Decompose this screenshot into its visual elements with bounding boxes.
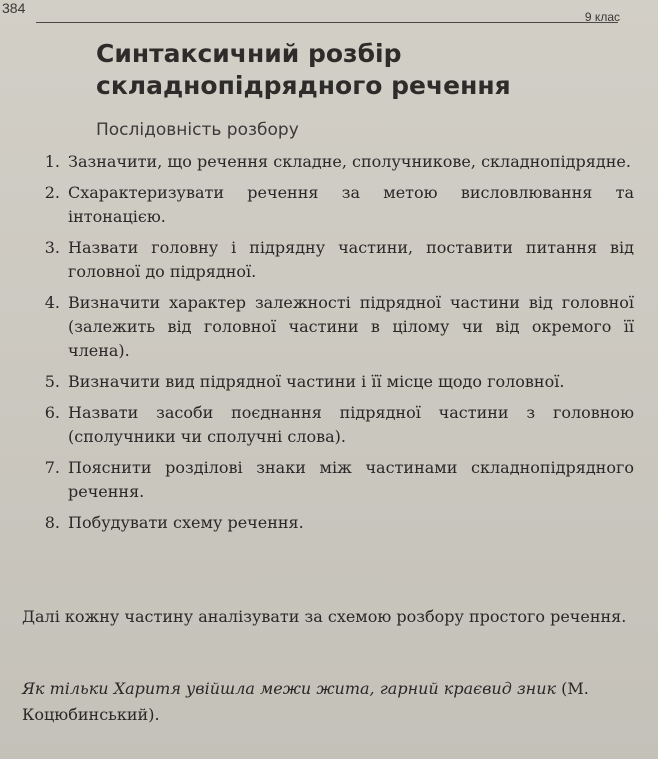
step-number: 4. <box>44 293 60 312</box>
header-rule <box>36 22 618 23</box>
step-text: Побудувати схему речення. <box>68 513 304 532</box>
section-heading: Синтаксичний розбір складнопідрядного речення <box>96 39 511 100</box>
list-item <box>14 511 634 535</box>
step-text: Схарактеризувати речення за метою висловлювання та інтонацією. <box>68 183 634 226</box>
running-head: 9 клас <box>584 10 620 24</box>
step-number: 1. <box>44 152 60 171</box>
step-text: Назвати засоби поєднання підрядної частини з головною (сполучники чи сполучні слова). <box>68 403 634 446</box>
list-item <box>14 181 634 229</box>
example-sentence <box>22 676 622 728</box>
steps-list <box>14 150 634 542</box>
step-text: Зазначити, що речення складне, сполучникове, складнопідрядне. <box>68 152 631 171</box>
step-number: 6. <box>44 403 60 422</box>
list-item <box>14 150 634 174</box>
section-subheading: Послідовність розбору <box>96 120 299 140</box>
list-item <box>14 456 634 504</box>
example-text: Як тільки Харитя увійшла межи жита, гарний краєвид зник <box>22 679 557 698</box>
step-text: Визначити характер залежності підрядної частини від головної (залежить від головної частини в цілому чи від окремого її члена). <box>68 293 634 360</box>
list-item <box>14 236 634 284</box>
note-paragraph: Далі кожну частину аналізувати за схемою розбору простого речення. <box>22 607 627 626</box>
list-item <box>14 291 634 363</box>
step-number: 7. <box>44 458 60 477</box>
list-item <box>14 401 634 449</box>
list-item <box>14 370 634 394</box>
step-number: 2. <box>44 183 60 202</box>
step-number: 5. <box>44 372 60 391</box>
step-text: Пояснити розділові знаки між частинами складнопідрядного речення. <box>68 458 634 501</box>
step-text: Визначити вид підрядної частини і її місце щодо головної. <box>68 372 565 391</box>
page-number: 384 <box>2 0 26 16</box>
step-number: 8. <box>44 513 60 532</box>
step-number: 3. <box>44 238 60 257</box>
step-text: Назвати головну і підрядну частини, поставити питання від головної до підрядної. <box>68 238 634 281</box>
example-author: (М. Коцюбинський). <box>22 679 589 724</box>
